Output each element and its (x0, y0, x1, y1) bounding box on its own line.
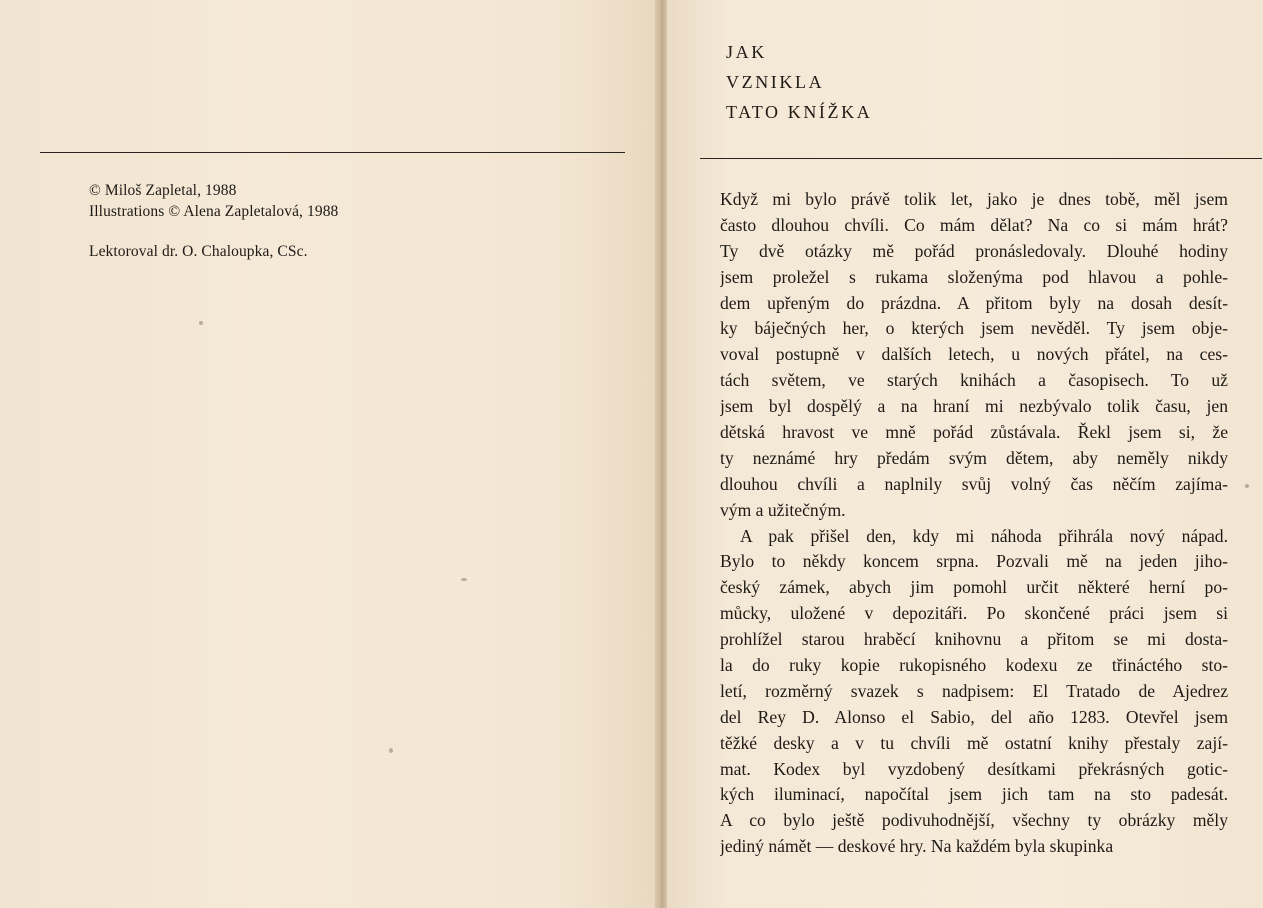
text-line: del Rey D. Alonso el Sabio, del año 1283. Otevřel jsem (720, 706, 1228, 727)
paper-speck (389, 748, 393, 753)
text-line: mat. Kodex byl vyzdobený desítkami překrásných gotic- (720, 758, 1228, 779)
text-line: tách světem, ve starých knihách a časopisech. To už (720, 370, 1228, 391)
right-page-rule (700, 158, 1262, 159)
book-gutter (655, 0, 667, 908)
text-line: voval postupně v dalších letech, u nových přátel, na ces- (720, 344, 1228, 365)
text-line: dlouhou chvíli a naplnily svůj volný čas něčím zajíma- (720, 473, 1228, 494)
text-line: dem upřeným do prázdna. A přitom byly na dosah desít- (720, 292, 1228, 313)
left-page-rule (40, 152, 625, 153)
text-line: český zámek, abych jim pomohl určit některé herní po- (720, 577, 1228, 598)
text-line: ky báječných her, o kterých jsem nevěděl. Ty jsem obje- (720, 318, 1228, 339)
text-line: často dlouhou chvíli. Co mám dělat? Na co si mám hrát? (720, 214, 1228, 235)
text-line: letí, rozměrný svazek s nadpisem: El Tratado de Ajedrez (720, 680, 1228, 701)
chapter-heading (726, 37, 872, 127)
chapter-heading-line-2: VZNIKLA (726, 72, 825, 92)
text-line: jsem proležel s rukama složenýma pod hlavou a pohle- (720, 266, 1228, 287)
text-line: Ty dvě otázky mě pořád pronásledovaly. Dlouhé hodiny (720, 240, 1228, 261)
chapter-body-text (720, 187, 1228, 860)
text-line: A co bylo ještě podivuhodnější, všechny ty obrázky měly (720, 810, 1228, 831)
text-line: můcky, uložené v depozitáři. Po skončené práci jsem si (720, 603, 1228, 624)
text-line: Bylo to někdy koncem srpna. Pozvali mě na jeden jiho- (720, 551, 1228, 572)
copyright-author-line: © Miloš Zapletal, 1988 (89, 182, 237, 199)
chapter-heading-line-1: JAK (726, 42, 767, 62)
text-line: la do ruky kopie rukopisného kodexu ze třináctého sto- (720, 655, 1228, 676)
imprint (89, 180, 338, 262)
right-page (667, 0, 1263, 908)
paper-speck (461, 578, 467, 581)
paper-speck (199, 321, 203, 325)
text-line: Když mi bylo právě tolik let, jako je dnes tobě, měl jsem (720, 189, 1228, 209)
paper-speck (1245, 484, 1249, 488)
text-line: jediný námět — deskové hry. Na každém byla skupinka (720, 836, 1114, 857)
editor-line: Lektoroval dr. O. Chaloupka, CSc. (89, 243, 308, 260)
text-line: prohlížel starou hraběcí knihovnu a přitom se mi dosta- (720, 629, 1228, 650)
copyright-illustrations-line: Illustrations © Alena Zapletalová, 1988 (89, 203, 339, 220)
text-line: dětská hravost ve mně pořád zůstávala. Řekl jsem si, že (720, 422, 1228, 443)
text-line: vým a užitečným. (720, 499, 846, 520)
chapter-heading-line-3: TATO KNÍŽKA (726, 102, 873, 122)
text-line: kých iluminací, napočítal jsem jich tam na sto padesát. (720, 784, 1228, 805)
text-line: jsem byl dospělý a na hraní mi nezbývalo tolik času, jen (720, 396, 1228, 417)
text-line: těžké desky a v tu chvíli mě ostatní knihy přestaly zají- (720, 732, 1228, 753)
text-line: ty neznámé hry předám svým dětem, aby neměly nikdy (720, 447, 1228, 468)
text-line: A pak přišel den, kdy mi náhoda přihrála nový nápad. (740, 525, 1228, 546)
